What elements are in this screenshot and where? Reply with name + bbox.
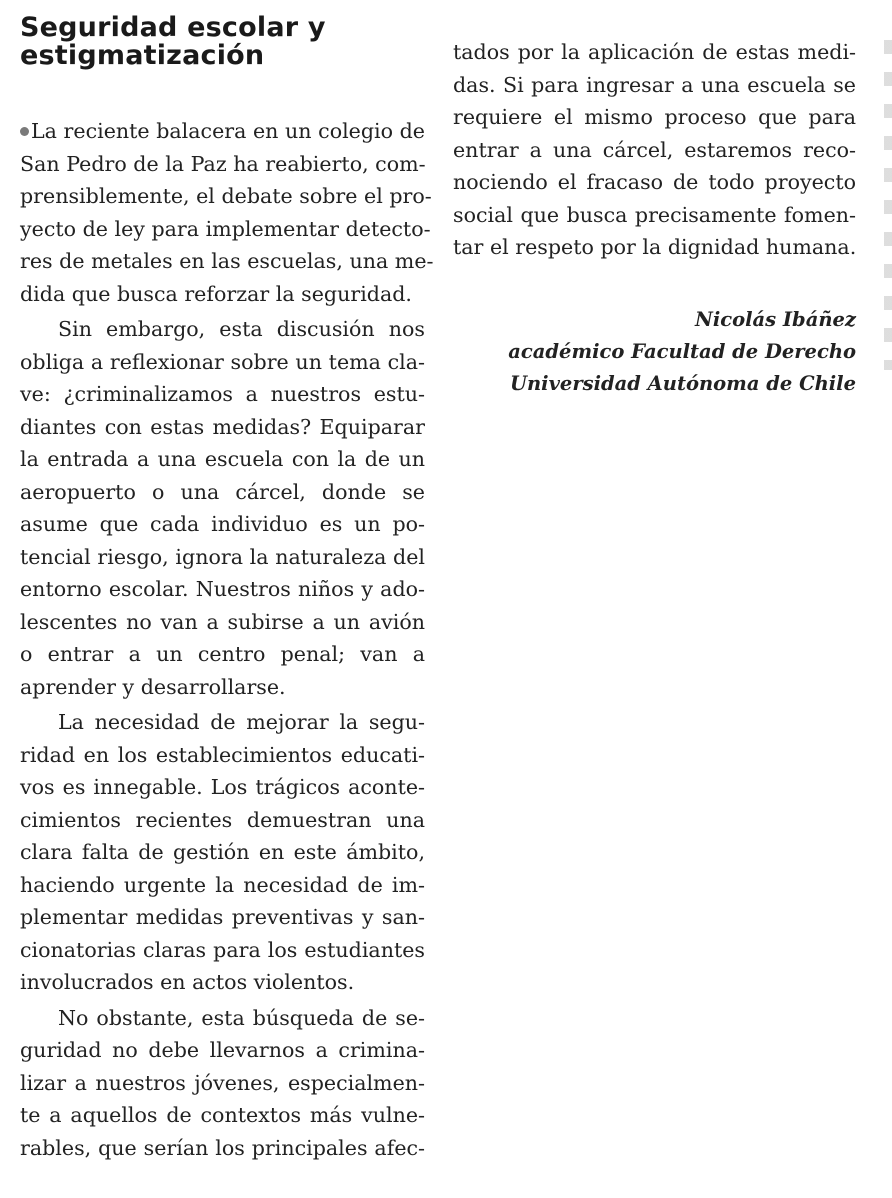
text-line: La reciente balacera en un colegio de [20,115,425,148]
paragraph-4-continued [453,36,856,264]
author-name: Nicolás Ibáñez [695,308,856,331]
adjacent-column-edge [884,40,892,370]
author-role: académico Facultad de Derecho [508,340,856,363]
text-line: diantes con estas medidas? Equiparar [20,414,425,439]
text-line: vos es innegable. Los trágicos aconte- [20,775,425,799]
text-line: social que busca precisamente fomen- [453,202,856,227]
text-line: San Pedro de la Paz ha reabierto, com- [20,151,426,176]
text-line: aprender y desarrollarse. [20,674,286,699]
paragraph-4 [20,1002,425,1165]
bullet-icon [20,127,29,136]
text-line: ve: ¿criminalizamos a nuestros estu- [20,382,425,406]
paragraph-1 [20,115,434,310]
text-line: No obstante, esta búsqueda de se- [58,1005,425,1030]
text-line: entorno escolar. Nuestros niños y ado- [20,577,425,601]
text-line: aeropuerto o una cárcel, donde se [20,479,425,504]
text-line: plementar medidas preventivas y san- [20,905,425,929]
text-line: guridad no debe llevarnos a crimina- [20,1038,425,1062]
paragraph-2 [20,313,425,703]
text-line: la entrada a una escuela con la de un [20,447,425,471]
text-line: Sin embargo, esta discusión nos [58,317,425,341]
text-line: tencial riesgo, ignora la naturaleza del [20,544,425,569]
text-line: das. Si para ingresar a una escuela se [453,72,856,97]
text-line: requiere el mismo proceso que para [453,105,856,129]
text-line: involucrados en actos violentos. [20,970,355,994]
text-line: te a aquellos de contextos más vulne- [20,1103,425,1127]
text-line: nociendo el fracaso de todo proyecto [453,170,856,194]
text-line: asume que cada individuo es un po- [20,512,425,536]
text-line: res de metales en las escuelas, una me- [20,249,434,273]
text-line: La necesidad de mejorar la segu- [58,710,425,734]
text-line: tados por la aplicación de estas medi- [453,40,856,64]
text-line: rables, que serían los principales afec- [20,1135,425,1160]
text-line: tar el respeto por la dignidad humana. [453,235,857,259]
left-column [20,115,434,1167]
article-headline [20,14,420,70]
text-line: obliga a reflexionar sobre un tema cla- [20,349,425,374]
text-line: dida que busca reforzar la seguridad. [20,281,412,306]
text-line: ridad en los establecimientos educati- [20,742,425,767]
author-signature [453,304,856,400]
text-line: cimientos recientes demuestran una [20,807,425,832]
headline-line-2: estigmatización [20,40,265,71]
author-institution: Universidad Autónoma de Chile [510,372,856,395]
text-line: o entrar a un centro penal; van a [20,642,425,666]
text-line: cionatorias claras para los estudiantes [20,937,425,962]
text-line: entrar a una cárcel, estaremos reco- [453,137,856,162]
text-line: haciendo urgente la necesidad de im- [20,872,425,897]
text-line: lescentes no van a subirse a un avión [20,609,425,634]
headline-line-1: Seguridad escolar y [20,12,326,43]
right-column [453,36,856,267]
text-line: clara falta de gestión en este ámbito, [20,840,425,864]
text-line: lizar a nuestros jóvenes, especialmen- [20,1070,425,1095]
text-line: yecto de ley para implementar detecto- [20,216,431,241]
text-line: prensiblemente, el debate sobre el pro- [20,184,432,208]
paragraph-3 [20,706,425,999]
